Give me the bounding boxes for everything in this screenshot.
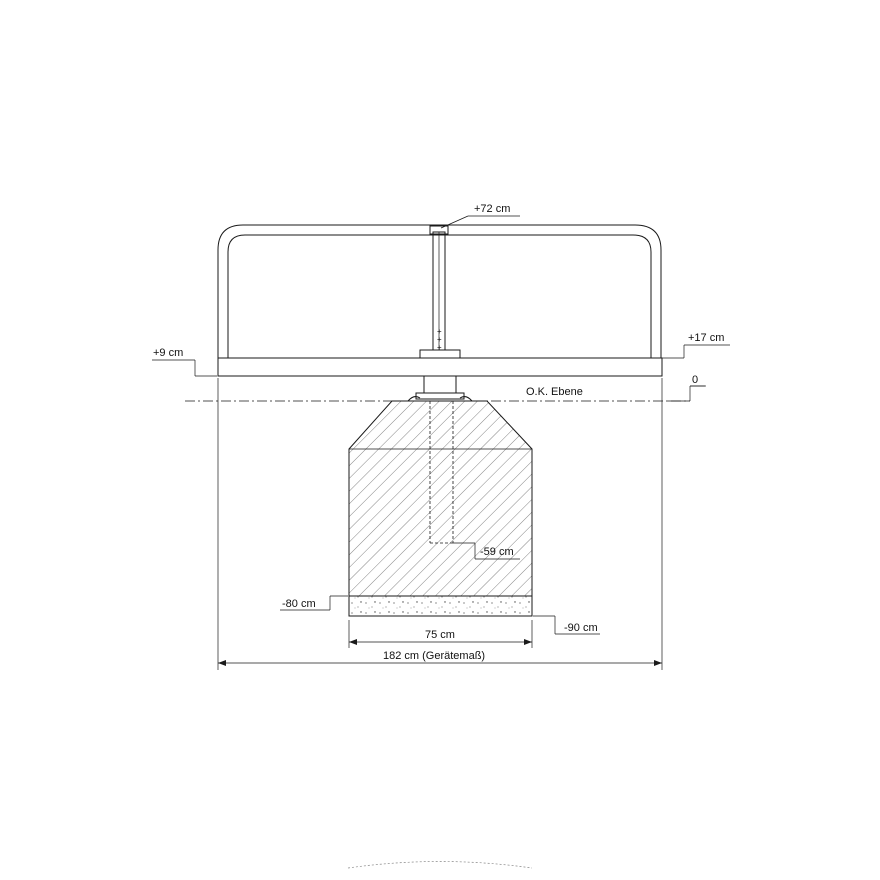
- svg-text:+: +: [437, 335, 442, 344]
- left-height-label: +9 cm: [153, 347, 184, 359]
- concrete-foundation: [349, 397, 532, 596]
- post-depth-label: -59 cm: [480, 546, 514, 558]
- svg-text:+: +: [437, 327, 442, 336]
- bearing: [416, 376, 464, 399]
- device-width-label: 182 cm (Gerätemaß): [383, 650, 486, 662]
- bottom-arc: [348, 862, 532, 869]
- gravel-bottom-label: -90 cm: [564, 622, 598, 634]
- top-height-label: +72 cm: [474, 203, 511, 215]
- svg-text:+: +: [437, 343, 442, 352]
- gravel-layer: [349, 596, 532, 616]
- right-height-label: +17 cm: [688, 332, 725, 344]
- center-post: [420, 226, 460, 358]
- seat-plate: [218, 358, 662, 376]
- concrete-bottom-label: -80 cm: [282, 598, 316, 610]
- ground-value-label: 0: [692, 374, 699, 386]
- ground-label: O.K. Ebene: [526, 386, 583, 398]
- foundation-width-label: 75 cm: [425, 629, 455, 641]
